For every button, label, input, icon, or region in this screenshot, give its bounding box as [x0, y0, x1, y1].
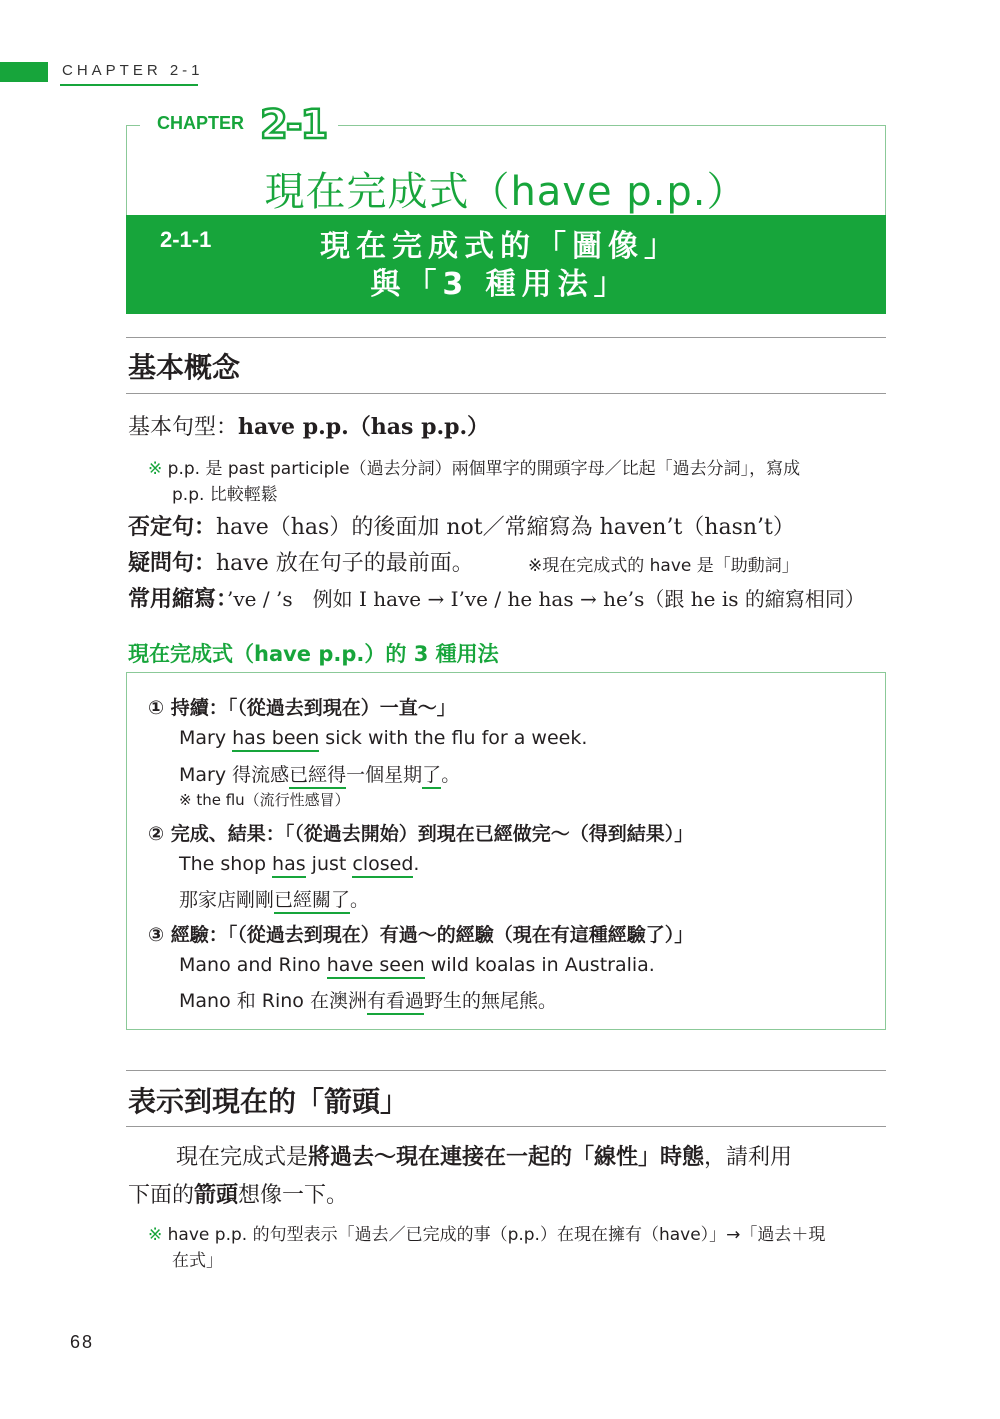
negative-line: [128, 510, 795, 541]
text: 。: [350, 889, 370, 911]
usages-box: [126, 672, 886, 1030]
underlined-verb: closed: [352, 853, 413, 878]
page-number: 68: [70, 1332, 95, 1352]
arrow-paragraph-line1: [176, 1140, 792, 1171]
chapter-number: 2-1: [260, 102, 327, 148]
underlined-verb: has been: [232, 727, 319, 752]
underlined-verb: have seen: [327, 954, 425, 979]
arrow-note-line1: have p.p. 的句型表示「過去／已完成的事（p.p.）在現在擁有（have）」→「過去＋現: [167, 1225, 826, 1245]
chapter-title: 現在完成式（have p.p.）: [264, 169, 748, 215]
text: wild koalas in Australia.: [424, 954, 655, 976]
note-mark: ※: [148, 1225, 163, 1245]
note-mark: ※: [148, 459, 163, 479]
underlined-text: 已經關了: [274, 889, 350, 914]
text: 現在完成式是: [176, 1145, 309, 1170]
pattern-line: [128, 410, 489, 441]
text: 野生的無尾熊。: [423, 990, 557, 1012]
text: The shop: [179, 853, 273, 875]
usage-3-head: ③ 經驗：「（從過去到現在）有過～的經驗（現在有這種經驗了）」: [148, 924, 694, 946]
usage-2-english: [179, 853, 419, 875]
section-title: [250, 228, 750, 304]
note-1-line1: p.p. 是 past participle（過去分詞）兩個單字的開頭字母／比起「過去分詞」，寫成: [167, 459, 801, 479]
usage-1-english: [179, 727, 587, 749]
arrow-note-line2: 在式」: [172, 1251, 223, 1271]
divider: [126, 1070, 886, 1071]
note-1: [148, 454, 800, 479]
question-value: have 放在句子的最前面。: [216, 551, 474, 576]
abbreviation-label: 常用縮寫：: [128, 587, 228, 612]
abbreviation-value: ’ve / ’s 例如 I have → I’ve / he has → he’s（跟 he is 的縮寫相同）: [227, 587, 865, 611]
underlined-verb: has: [272, 853, 306, 878]
running-header: CHAPTER 2-1: [62, 62, 204, 79]
underlined-text: 已經得: [289, 764, 346, 789]
text: 。: [441, 764, 461, 786]
text: 想像一下。: [238, 1183, 349, 1208]
arrow-note: [148, 1220, 825, 1245]
section-number: 2-1-1: [160, 227, 212, 252]
note-1-line2: p.p. 比較輕鬆: [172, 485, 278, 505]
header-underline: [60, 84, 198, 86]
underlined-text: 了: [422, 764, 441, 789]
chapter-label: CHAPTER: [157, 113, 245, 133]
section-title-line2: 與「3 種用法」: [370, 267, 630, 302]
text: sick with the flu for a week.: [319, 727, 588, 749]
question-label: 疑問句：: [128, 551, 217, 576]
basic-heading: 基本概念: [128, 351, 241, 384]
header-color-bar: [0, 62, 48, 82]
bold-text: 箭頭: [194, 1183, 239, 1208]
divider: [126, 337, 886, 338]
usage-2-chinese: [179, 885, 369, 912]
text: .: [413, 853, 420, 875]
negative-value: have（has）的後面加 not／常縮寫為 haven’t（hasn’t）: [216, 515, 795, 540]
text: Mano 和 Rino 在澳洲: [179, 990, 367, 1012]
usage-1-head: ① 持續：「（從過去到現在）一直～」: [148, 697, 456, 719]
text: 一個星期: [346, 764, 423, 786]
usage-1-chinese: [179, 760, 460, 787]
usage-1-note: ※ the flu（流行性感冒）: [179, 791, 350, 809]
usage-3-chinese: [179, 986, 557, 1013]
pattern-value: have p.p.（has p.p.）: [238, 414, 490, 440]
question-note: ※現在完成式的 have 是「助動詞」: [528, 556, 799, 576]
text: 下面的: [128, 1183, 195, 1208]
usage-3-english: [179, 954, 655, 976]
bold-text: 將過去～現在連接在一起的「線性」時態: [308, 1145, 705, 1170]
abbreviation-line: [128, 582, 865, 613]
section-title-line1: 現在完成式的「圖像」: [320, 229, 680, 264]
usages-heading: 現在完成式（have p.p.）的 3 種用法: [128, 642, 499, 666]
text: Mary: [179, 727, 233, 749]
text: just: [305, 853, 353, 875]
question-line: [128, 546, 474, 577]
negative-label: 否定句：: [128, 515, 217, 540]
arrow-paragraph-line2: [128, 1178, 348, 1209]
text: Mary 得流感: [179, 764, 290, 786]
text: ，請利用: [704, 1145, 793, 1170]
text: 那家店剛剛: [179, 889, 275, 911]
usage-2-head: ② 完成、結果：「（從過去開始）到現在已經做完～（得到結果）」: [148, 823, 694, 845]
divider: [126, 1126, 886, 1127]
arrow-heading: 表示到現在的「箭頭」: [128, 1085, 409, 1118]
underlined-text: 有看過: [367, 990, 424, 1015]
pattern-label: 基本句型：: [128, 415, 239, 440]
divider: [126, 393, 886, 394]
text: Mano and Rino: [179, 954, 327, 976]
